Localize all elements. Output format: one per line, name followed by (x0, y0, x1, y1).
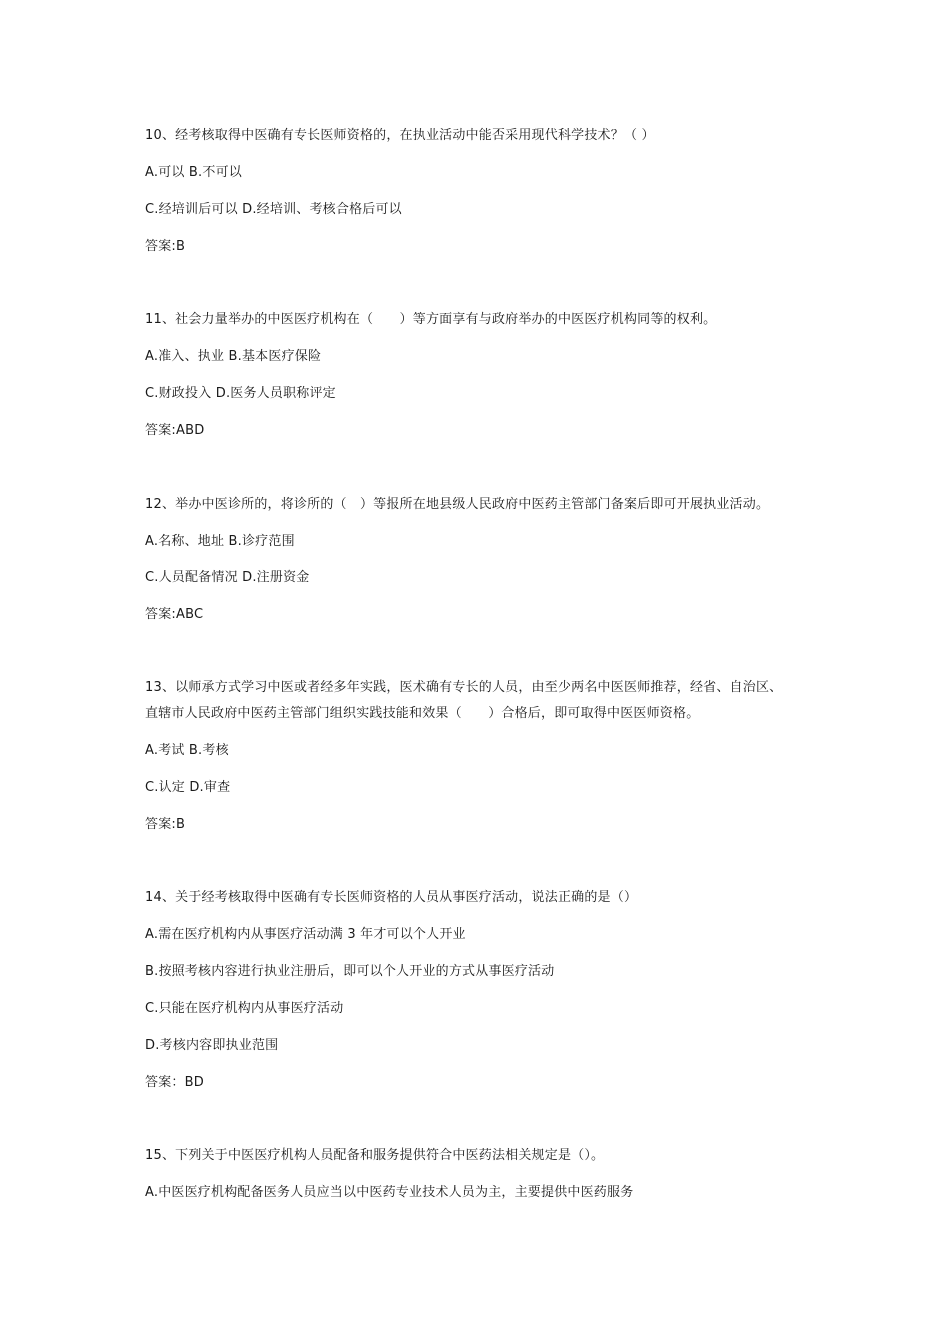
question-14-option-d: D.考核内容即执业范围 (145, 1038, 279, 1053)
question-11-answer: 答案:ABD (145, 423, 205, 438)
question-14-option-b: B.按照考核内容进行执业注册后，即可以个人开业的方式从事医疗活动 (145, 964, 555, 979)
question-13-options-cd: C.认定 D.审查 (145, 780, 231, 795)
question-11-stem: 11、社会力量举办的中医医疗机构在（ ）等方面享有与政府举办的中医医疗机构同等的权利。 (145, 312, 717, 327)
question-12-options-cd: C.人员配备情况 D.注册资金 (145, 570, 310, 585)
question-12-stem: 12、举办中医诊所的，将诊所的（ ）等报所在地县级人民政府中医药主管部门备案后即可开展执业活动。 (145, 497, 770, 512)
question-12-options-ab: A.名称、地址 B.诊疗范围 (145, 534, 295, 549)
question-15-option-a: A.中医医疗机构配备医务人员应当以中医药专业技术人员为主，主要提供中医药服务 (145, 1185, 634, 1200)
question-10-stem: 10、经考核取得中医确有专长医师资格的，在执业活动中能否采用现代科学技术？（ ） (145, 128, 655, 143)
question-11-options-cd: C.财政投入 D.医务人员职称评定 (145, 386, 336, 401)
question-13-stem-line-1: 13、以师承方式学习中医或者经多年实践，医术确有专长的人员，由至少两名中医医师推荐，经省、自治区、 (145, 680, 783, 695)
question-12-answer: 答案:ABC (145, 607, 204, 622)
question-13-options-ab: A.考试 B.考核 (145, 743, 229, 758)
question-10-options-ab: A.可以 B.不可以 (145, 165, 242, 180)
question-10-options-cd: C.经培训后可以 D.经培训、考核合格后可以 (145, 202, 402, 217)
question-14-answer: 答案：BD (145, 1075, 204, 1090)
question-11-options-ab: A.准入、执业 B.基本医疗保险 (145, 349, 322, 364)
question-14-stem: 14、关于经考核取得中医确有专长医师资格的人员从事医疗活动，说法正确的是（） (145, 890, 638, 905)
question-13-stem-line-2: 直辖市人民政府中医药主管部门组织实践技能和效果（ ）合格后，即可取得中医医师资格。 (145, 706, 700, 721)
question-10-answer: 答案:B (145, 239, 186, 254)
question-14-option-c: C.只能在医疗机构内从事医疗活动 (145, 1001, 344, 1016)
question-14-option-a: A.需在医疗机构内从事医疗活动满 3 年才可以个人开业 (145, 927, 466, 942)
question-15-stem: 15、下列关于中医医疗机构人员配备和服务提供符合中医药法相关规定是（）。 (145, 1148, 605, 1163)
question-13-answer: 答案:B (145, 817, 186, 832)
